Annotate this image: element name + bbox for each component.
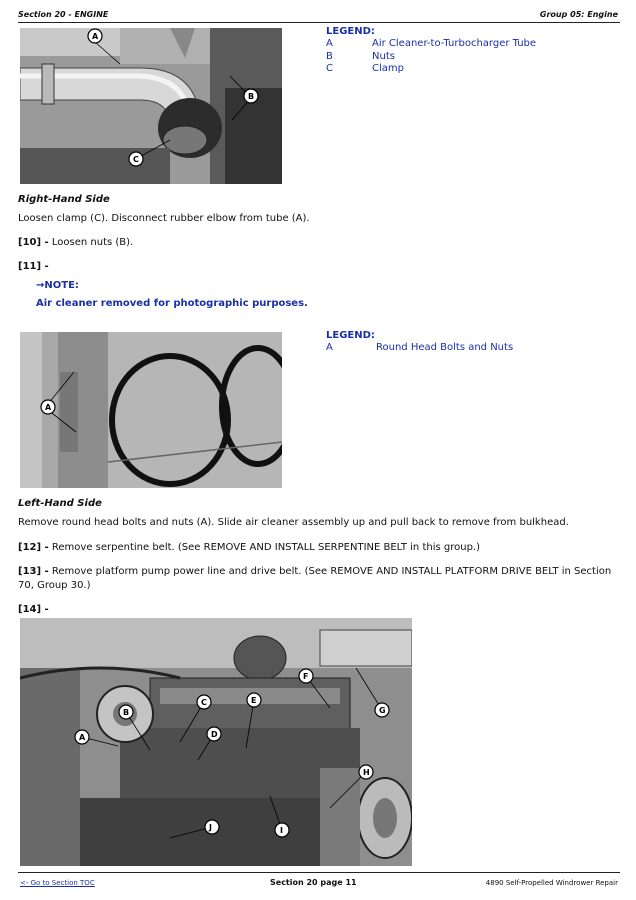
- callout-d: [207, 727, 221, 741]
- callout-b: [119, 705, 133, 719]
- page-number: Section 20 page 11: [270, 878, 357, 887]
- callout-d-label: D: [211, 730, 218, 739]
- go-to-section-toc-link[interactable]: <- Go to Section TOC: [20, 879, 95, 887]
- callout-f-label: F: [303, 672, 309, 681]
- legend-row: [326, 342, 513, 355]
- callout-c: [129, 152, 143, 166]
- step-number: [13] -: [18, 566, 49, 577]
- callout-e-label: E: [251, 696, 257, 705]
- callout-b-label: B: [123, 708, 130, 717]
- callout-a: [88, 29, 102, 43]
- legend-label: Clamp: [372, 63, 404, 74]
- legend-row: [326, 51, 536, 64]
- group-title: Group 05: Engine: [539, 10, 618, 19]
- step-number: [11] -: [18, 261, 49, 272]
- note-body: Air cleaner removed for photographic purposes.: [36, 298, 308, 309]
- legend-title: LEGEND:: [326, 330, 375, 341]
- paragraph-remove-bolts: Remove round head bolts and nuts (A). Slide air cleaner assembly up and pull back to remove from bulkhead.: [18, 517, 569, 528]
- callout-j-label: J: [209, 823, 212, 832]
- step-number: [10] -: [18, 237, 49, 248]
- legend-letter: A: [326, 342, 333, 353]
- caption-left-hand-side: Left-Hand Side: [18, 498, 102, 509]
- section-title: Section 20 - ENGINE: [18, 10, 109, 19]
- step-text: Loosen nuts (B).: [51, 237, 134, 248]
- page-footer: [18, 872, 620, 891]
- legend-row: [326, 38, 536, 51]
- step-text: Remove serpentine belt. (See REMOVE AND INSTALL SERPENTINE BELT in this group.): [51, 542, 481, 553]
- callout-a-label: A: [45, 403, 52, 412]
- photo2-callouts: [20, 332, 282, 488]
- callout-g: [375, 703, 389, 717]
- callout-a-label: A: [79, 733, 86, 742]
- legend-2: [326, 330, 513, 355]
- photo1-callouts: [20, 28, 282, 184]
- legend-title: LEGEND:: [326, 26, 375, 37]
- callout-a: [41, 400, 55, 414]
- step-10: [18, 236, 133, 250]
- legend-row: [326, 63, 536, 76]
- callout-i-label: I: [280, 826, 283, 835]
- caption-right-hand-side: Right-Hand Side: [18, 194, 110, 205]
- callout-h: [359, 765, 373, 779]
- manual-title: 4890 Self-Propelled Windrower Repair: [485, 879, 618, 887]
- legend-label: Nuts: [372, 50, 395, 62]
- step-number: [14] -: [18, 604, 49, 615]
- step-number: [12] -: [18, 542, 49, 553]
- callout-f: [299, 669, 313, 683]
- callout-b-label: B: [248, 92, 255, 101]
- callout-j: [205, 820, 219, 834]
- callout-a: [75, 730, 89, 744]
- step-12: [18, 541, 618, 555]
- legend-letter: B: [326, 50, 333, 62]
- step-14: [18, 603, 49, 617]
- callout-c-label: C: [133, 155, 139, 164]
- legend-letter: A: [326, 38, 333, 49]
- callout-h-label: H: [363, 768, 370, 777]
- legend-label: Air Cleaner-to-Turbocharger Tube: [372, 38, 537, 49]
- step-13: [18, 565, 618, 593]
- note-heading: →NOTE:: [36, 280, 79, 291]
- callout-a-label: A: [92, 32, 99, 41]
- callout-c: [197, 695, 211, 709]
- callout-c-label: C: [201, 698, 207, 707]
- photo3-callouts: [20, 618, 412, 866]
- callout-i: [275, 823, 289, 837]
- callout-g-label: G: [379, 706, 386, 715]
- paragraph-loosen-clamp: Loosen clamp (C). Disconnect rubber elbow from tube (A).: [18, 213, 310, 224]
- legend-label: Round Head Bolts and Nuts: [376, 342, 514, 353]
- callout-e: [247, 693, 261, 707]
- page-header: [18, 8, 620, 23]
- step-text: Remove platform pump power line and drive belt. (See REMOVE AND INSTALL PLATFORM DRIVE BELT in Section 70, Group 30.): [18, 566, 612, 591]
- legend-1: [326, 26, 536, 76]
- legend-letter: C: [326, 63, 333, 74]
- callout-b: [244, 89, 258, 103]
- step-11: [18, 260, 49, 274]
